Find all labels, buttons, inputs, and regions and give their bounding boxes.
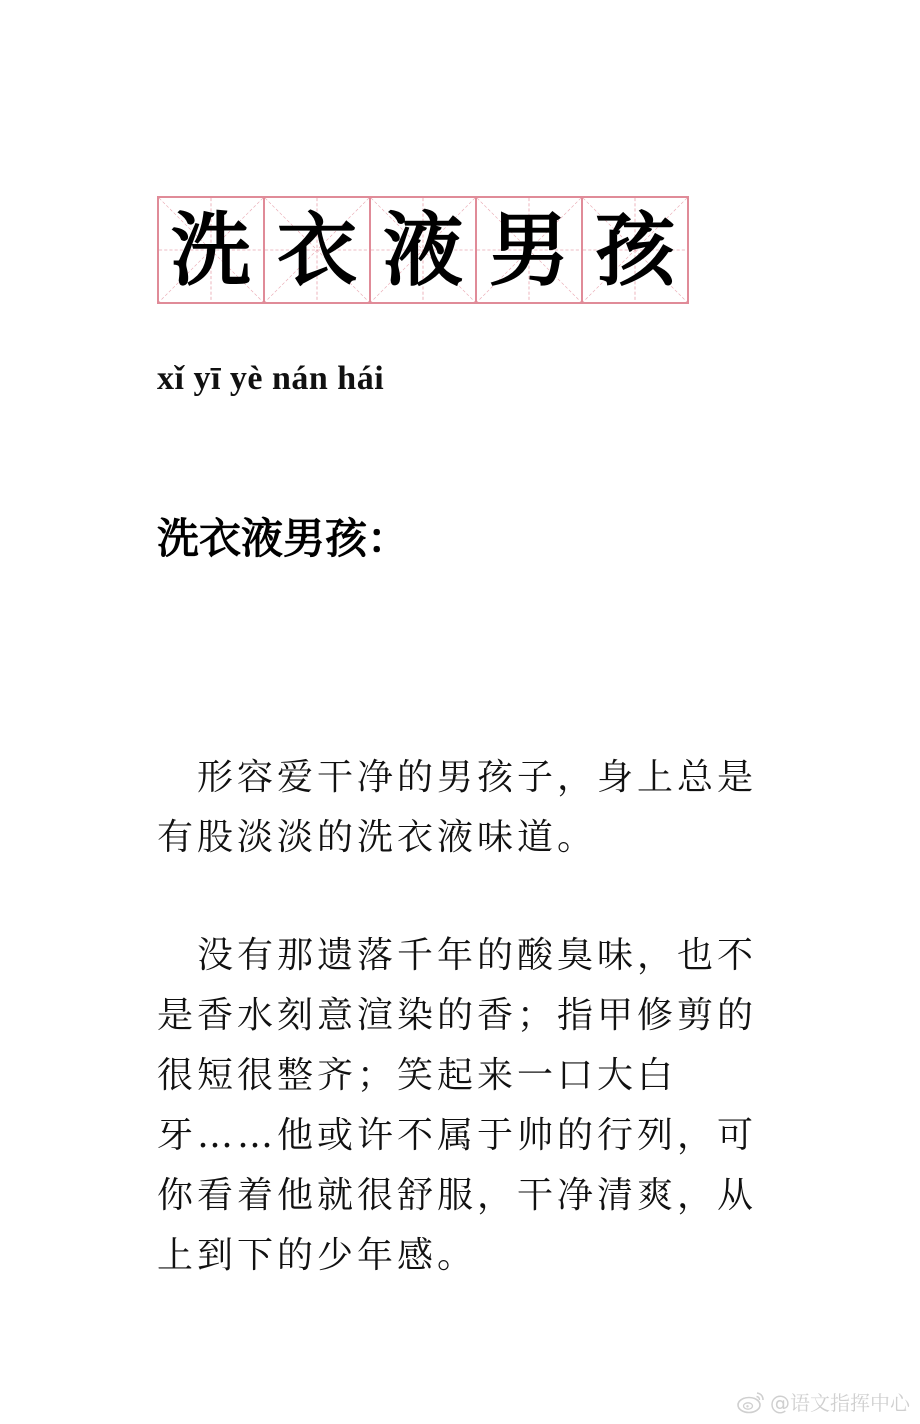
title-cell [583, 196, 689, 304]
watermark-text: @语文指挥中心 [770, 1391, 910, 1415]
watermark [736, 1387, 910, 1416]
title-char: 洗 [171, 203, 251, 297]
pinyin-line: xǐ yī yè nán hái [157, 360, 385, 397]
definition-paragraph: 形容爱干净的男孩子，身上总是有股淡淡的洗衣液味道。 [157, 757, 758, 858]
title-char: 液 [383, 203, 463, 297]
title-char: 男 [489, 203, 569, 297]
title-cell [477, 196, 583, 304]
title-cell [265, 196, 371, 304]
term-heading: 洗衣液男孩： [157, 514, 410, 563]
title-char: 衣 [277, 203, 357, 297]
title-grid [157, 196, 689, 304]
weibo-icon [736, 1390, 766, 1414]
description-paragraph: 没有那遗落千年的酸臭味，也不是香水刻意渲染的香；指甲修剪的很短很整齐；笑起来一口大白牙……他或许不属于帅的行列，可你看着他就很舒服，干净清爽，从上到下的少年感。 [157, 935, 758, 1276]
title-cell [371, 196, 477, 304]
title-char: 孩 [595, 203, 675, 297]
title-cell [159, 196, 265, 304]
